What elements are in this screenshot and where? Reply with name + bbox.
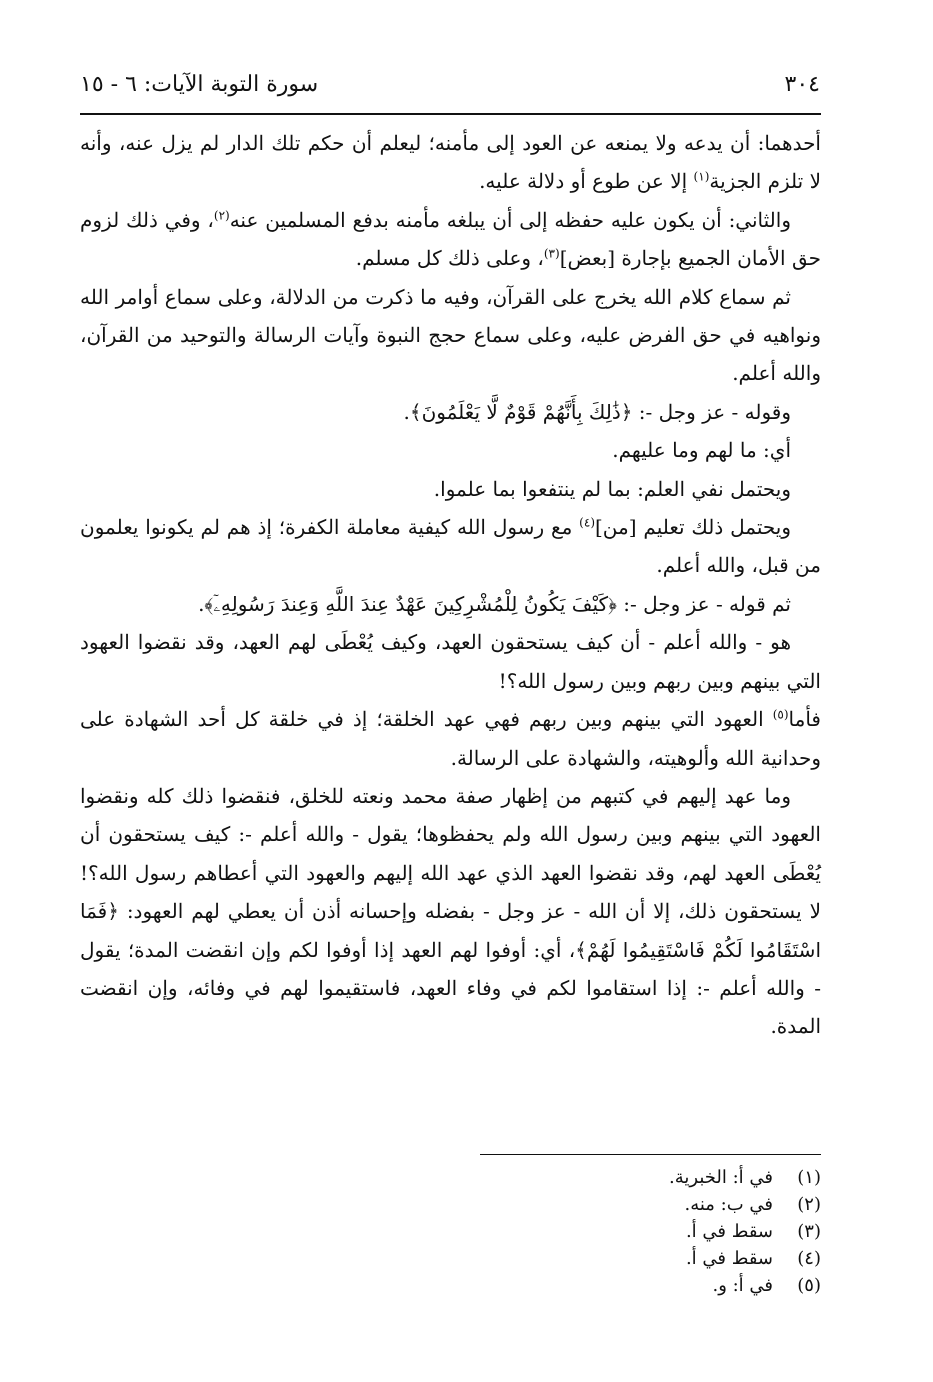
paragraph-second-condition: والثاني: أن يكون عليه حفظه إلى أن يبلغه مأمنه بدفع المسلمين عنه$^{(٢)}$، وفي ذلك لزوم حق الأمان الجميع بإجارة [بعض]$^{(٣)}$، وعلى ذلك كل مسلم.: [80, 207, 821, 271]
paragraph-verse-quote-2: ثم قوله - عز وجل -: ﴿كَيْفَ يَكُونُ لِلْمُشْرِكِينَ عَهْدٌ عِندَ اللَّهِ وَعِندَ رَسُولِهِۦٓ﴾.: [198, 591, 791, 616]
footnote-number: (٥): [797, 1275, 821, 1296]
paragraph-interpretation-1: ويحتمل نفي العلم: بما لم ينتفعوا بما علموا.: [433, 476, 791, 501]
paragraph-meaning: أي: ما لهم وما عليهم.: [612, 438, 791, 463]
footnote-number: (١): [797, 1167, 821, 1188]
footnote-rule: [480, 1154, 821, 1155]
main-text: [80, 124, 821, 1046]
footnote-number: (٤): [797, 1248, 821, 1269]
paragraph-hearing-quran: ثم سماع كلام الله يخرج على القرآن، وفيه ما ذكرت من الدلالة، وعلى سماع أوامر الله ونواهيه في حق الفرض عليه، وعلى سماع حجج النبوة وآيات الرسالة والتوحيد من القرآن، والله أعلم.: [80, 284, 821, 386]
paragraph-covenant-books: وما عهد إليهم في كتبهم من إظهار صفة محمد ونعته للخلق، فنقضوا ذلك كله ونقضوا العهود التي بينهم وبين رسول الله ولم يحفظوها؛ يقول - والله أعلم -: كيف يستحقون أن يُعْطَى العهد لهم، وقد نقضوا العهد الذي عهد الله إليهم والعهود التي أعطاهم رسول الله؟! لا يستحقون ذلك، إلا أن الله - عز وجل - بفضله وإحسانه أذن أن يعطي لهم العهود: ﴿فَمَا اسْتَقَامُوا لَكُمْ فَاسْتَقِيمُوا لَهُمْ﴾، أي: أوفوا لهم العهد إذا أوفوا لكم وإن انقضت المدة؛ يقول - والله أعلم -: إذا استقاموا لكم في وفاء العهد، فاستقيموا لهم في وفائه، وإن انقضت المدة.: [80, 783, 822, 1039]
footnote-ref-1: (١): [693, 169, 710, 184]
footnote-text: في ب: منه.: [684, 1194, 773, 1215]
paragraph-verse-quote-1: وقوله - عز وجل -: ﴿ذَٰلِكَ بِأَنَّهُمْ قَوْمٌ لَّا يَعْلَمُونَ﴾.: [403, 399, 791, 424]
footnote-text: في أ: الخبرية.: [669, 1167, 773, 1188]
footnote-item: [480, 1164, 821, 1191]
footnote-ref-3: (٣): [543, 246, 560, 261]
footnote-ref-4: (٤): [579, 515, 595, 530]
footnote-text: في أ: و.: [712, 1275, 773, 1296]
paragraph-interpretation-2: ويحتمل ذلك تعليم [من]$^{(٤)}$ مع رسول الله كيفية معاملة الكفرة؛ إذ هم لم يكونوا يعلمون من قبل، والله أعلم.: [80, 515, 821, 578]
footnote-text: سقط في أ.: [685, 1221, 773, 1242]
paragraph-covenant-question: هو - والله أعلم - أن كيف يستحقون العهد، وكيف يُعْطَى لهم العهد، وقد نقضوا العهود التي بينهم وبين ربهم وبين رسول الله؟!: [80, 630, 821, 693]
quran-verse: ﴿ذَٰلِكَ بِأَنَّهُمْ قَوْمٌ لَّا يَعْلَمُونَ﴾: [409, 399, 633, 424]
footnote-number: (٢): [797, 1194, 821, 1215]
paragraph-covenant-creation: فأما$^{(٥)}$ العهود التي بينهم وبين ربهم فهي عهد الخلقة؛ إذ في خلقة كل أحد الشهادة على وحدانية الله وألوهيته، والشهادة على الرسالة.: [80, 707, 821, 770]
quran-verse: ﴿كَيْفَ يَكُونُ لِلْمُشْرِكِينَ عَهْدٌ عِندَ اللَّهِ وَعِندَ رَسُولِهِۦٓ﴾: [204, 591, 617, 616]
footnote-item: [480, 1218, 821, 1245]
footnotes: [480, 1164, 821, 1299]
header-rule: [80, 113, 821, 115]
page-header: [80, 68, 820, 108]
footnote-ref-5: (٥): [772, 707, 789, 722]
page-number: ٣٠٤: [784, 72, 820, 97]
footnote-number: (٣): [797, 1221, 821, 1242]
footnote-item: [480, 1191, 821, 1218]
footnote-item: [480, 1272, 821, 1299]
quran-verse: ﴿فَمَا اسْتَقَامُوا لَكُمْ فَاسْتَقِيمُوا لَهُمْ﴾: [80, 899, 822, 962]
footnote-ref-2: (٢): [213, 208, 230, 223]
footnote-item: [480, 1245, 821, 1272]
running-title: سورة التوبة الآيات: ٦ - ١٥: [80, 72, 319, 97]
footnote-text: سقط في أ.: [685, 1248, 773, 1269]
paragraph-first-condition: أحدهما: أن يدعه ولا يمنعه عن العود إلى مأمنه؛ ليعلم أن حكم تلك الدار لم يزل عنه، وأنه لا تلزم الجزية$^{(١)}$ إلا عن طوع أو دلالة عليه.: [80, 131, 821, 194]
